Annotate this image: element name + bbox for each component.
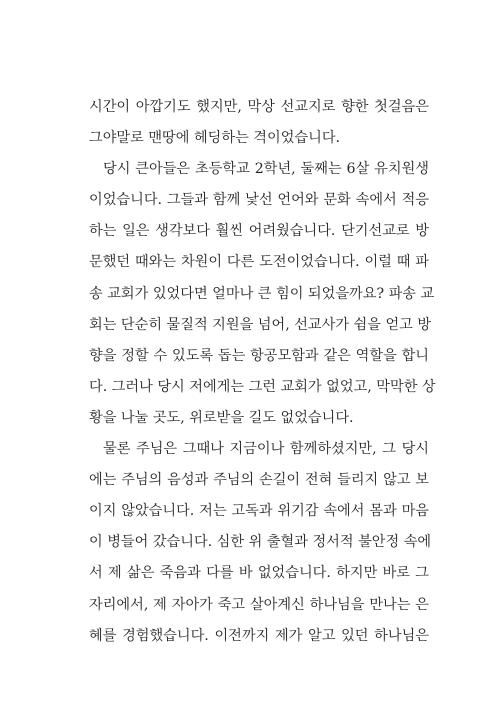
text-line: 이었습니다. 그들과 함께 낯선 언어와 문화 속에서 적응 [89,192,429,209]
text-line: 문했던 때와는 차원이 다른 도전이었습니다. 이럴 때 파 [89,254,429,271]
text-line: 향을 정할 수 있도록 돕는 항공모함과 같은 역할을 합니 [89,347,429,364]
text-line: 황을 나눌 곳도, 위로받을 길도 없었습니다. [89,409,354,426]
text-line: 시간이 아깝기도 했지만, 막상 선교지로 향한 첫걸음은 [89,99,429,115]
text-line: 이지 않았습니다. 저는 고독과 위기감 속에서 몸과 마음 [89,503,429,520]
text-line: 혜를 경험했습니다. 이전까지 제가 알고 있던 하나님은 [89,627,429,644]
text-line: 에는 주님의 음성과 주님의 손길이 전혀 들리지 않고 보 [89,472,429,489]
text-line: 이 병들어 갔습니다. 심한 위 출혈과 정서적 불안정 속에 [89,534,432,551]
text-line: 다. 그러나 당시 저에게는 그런 교회가 없었고, 막막한 상 [89,378,436,395]
text-line: 회는 단순히 물질적 지원을 넘어, 선교사가 쉼을 얻고 방 [89,316,432,333]
text-line: 하는 일은 생각보다 훨씬 어려웠습니다. 단기선교로 방 [89,223,429,240]
text-line: 자리에서, 제 자아가 죽고 살아계신 하나님을 만나는 은 [89,596,429,613]
body-text [89,92,436,652]
text-line: 당시 큰아들은 초등학교 2학년, 둘째는 6살 유치원생 [103,161,429,178]
text-line: 물론 주님은 그때나 지금이나 함께하셨지만, 그 당시 [103,441,429,458]
text-line: 그야말로 맨땅에 헤딩하는 격이었습니다. [89,130,341,147]
text-line: 서 제 삶은 죽음과 다를 바 없었습니다. 하지만 바로 그 [89,565,429,582]
text-line: 송 교회가 있었다면 얼마나 큰 힘이 되었을까요? 파송 교 [89,285,435,302]
